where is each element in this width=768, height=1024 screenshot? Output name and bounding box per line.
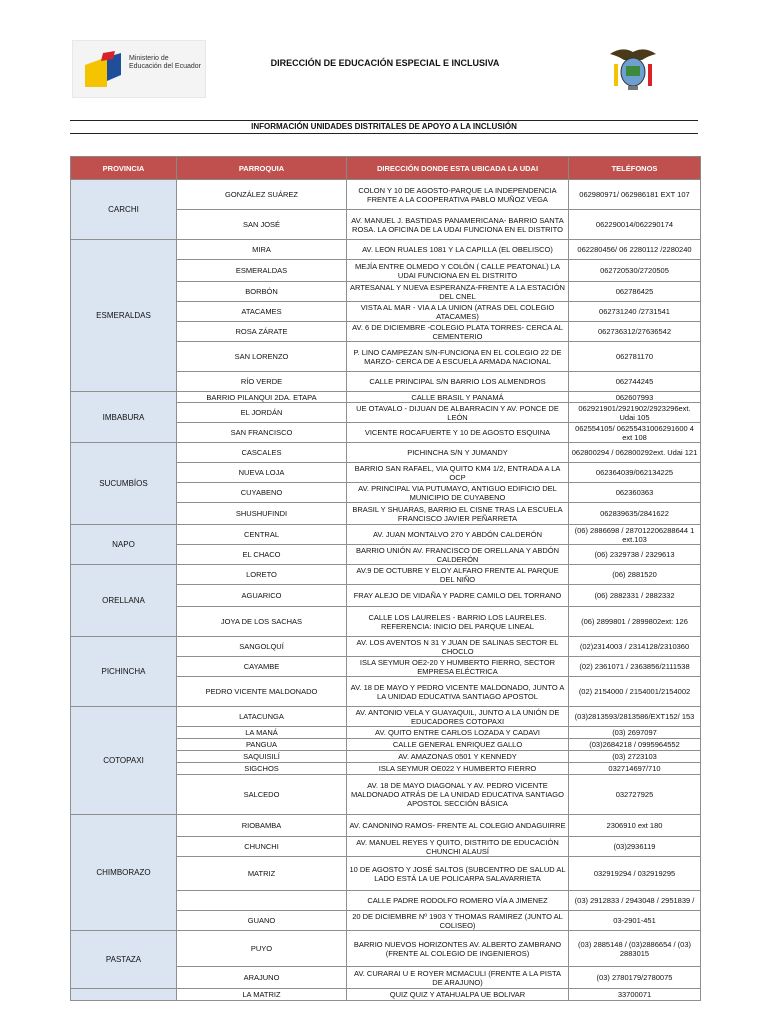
parroquia-cell: GONZÁLEZ SUÁREZ xyxy=(177,180,347,210)
telefono-cell: 03-2901-451 xyxy=(569,911,701,931)
province-cell xyxy=(71,989,177,1001)
ministry-logo xyxy=(72,40,206,98)
subtitle-bar xyxy=(70,120,698,134)
telefono-cell: 032714697/710 xyxy=(569,763,701,775)
telefono-cell: 032727925 xyxy=(569,775,701,815)
telefono-cell: 062800294 / 062800292ext. Udai 121 xyxy=(569,443,701,463)
direccion-cell: BRASIL Y SHUARAS, BARRIO EL CISNE TRAS LA ESCUELA FRANCISCO JAVIER PEÑARRETA xyxy=(347,503,569,525)
telefono-cell: (06) 2899801 / 2899802ext: 126 xyxy=(569,607,701,637)
province-cell: NAPO xyxy=(71,525,177,565)
parroquia-cell: ROSA ZÁRATE xyxy=(177,322,347,342)
direccion-cell: AV.9 DE OCTUBRE Y ELOY ALFARO FRENTE AL PARQUE DEL NIÑO xyxy=(347,565,569,585)
direccion-cell: AV. QUITO ENTRE CARLOS LOZADA Y CADAVI xyxy=(347,727,569,739)
coat-of-arms-icon xyxy=(608,46,658,92)
direccion-cell: UE OTAVALO - DIJUAN DE ALBARRACIN Y AV. PONCE DE LEÓN xyxy=(347,403,569,423)
direccion-cell: AV. PRINCIPAL VIA PUTUMAYO, ANTIGUO EDIFICIO DEL MUNICIPIO DE CUYABENO xyxy=(347,483,569,503)
telefono-cell: 33700071 xyxy=(569,989,701,1001)
direccion-cell: MEJÍA ENTRE OLMEDO Y COLÓN ( CALLE PEATONAL) LA UDAI FUNCIONA EN EL DISTRITO xyxy=(347,260,569,282)
province-cell: CHIMBORAZO xyxy=(71,815,177,931)
direccion-cell: AV. AMAZONAS 0501 Y KENNEDY xyxy=(347,751,569,763)
table-row xyxy=(71,989,701,1001)
direccion-cell: AV. CANONINO RAMOS- FRENTE AL COLEGIO ANDAGUIRRE xyxy=(347,815,569,837)
parroquia-cell: MIRA xyxy=(177,240,347,260)
direccion-cell: CALLE GENERAL ENRIQUEZ GALLO xyxy=(347,739,569,751)
column-header: TELÉFONOS xyxy=(569,157,701,180)
table-row xyxy=(71,565,701,585)
direccion-cell: PICHINCHA S/N Y JUMANDY xyxy=(347,443,569,463)
telefono-cell: 062290014/062290174 xyxy=(569,210,701,240)
parroquia-cell: ARAJUNO xyxy=(177,967,347,989)
telefono-cell: 062736312/27636542 xyxy=(569,322,701,342)
parroquia-cell: SAN FRANCISCO xyxy=(177,423,347,443)
direccion-cell: BARRIO UNIÓN AV. FRANCISCO DE ORELLANA Y ABDÓN CALDERÓN xyxy=(347,545,569,565)
province-cell: CARCHI xyxy=(71,180,177,240)
parroquia-cell: JOYA DE LOS SACHAS xyxy=(177,607,347,637)
telefono-cell: (03)2813593/2813586/EXT152/ 153 xyxy=(569,707,701,727)
telefono-cell: 062364039/062134225 xyxy=(569,463,701,483)
ministry-logo-icon xyxy=(85,51,125,87)
parroquia-cell: LA MANÁ xyxy=(177,727,347,739)
direccion-cell: FRAY ALEJO DE VIDAÑA Y PADRE CAMILO DEL TORRANO xyxy=(347,585,569,607)
telefono-cell: (02)2314003 / 2314128/2310360 xyxy=(569,637,701,657)
province-cell: IMBABURA xyxy=(71,392,177,443)
direccion-cell: CALLE PADRE RODOLFO ROMERO VÍA A JIMENEZ xyxy=(347,891,569,911)
direccion-cell: BARRIO SAN RAFAEL, VIA QUITO KM4 1/2, ENTRADA A LA OCP xyxy=(347,463,569,483)
table-row xyxy=(71,931,701,967)
telefono-cell: 062280456/ 06 2280112 /2280240 xyxy=(569,240,701,260)
telefono-cell: (02) 2361071 / 2363856/2111538 xyxy=(569,657,701,677)
direccion-cell: VISTA AL MAR - VIA A LA UNION (ATRAS DEL COLEGIO ATACAMES) xyxy=(347,302,569,322)
direccion-cell: ARTESANAL Y NUEVA ESPERANZA-FRENTE A LA ESTACIÓN DEL CNEL xyxy=(347,282,569,302)
parroquia-cell: AGUARICO xyxy=(177,585,347,607)
telefono-cell: (03) 2697097 xyxy=(569,727,701,739)
parroquia-cell: SALCEDO xyxy=(177,775,347,815)
document-subtitle: INFORMACIÓN UNIDADES DISTRITALES DE APOYO A LA INCLUSIÓN xyxy=(251,122,517,131)
telefono-cell: 062731240 /2731541 xyxy=(569,302,701,322)
telefono-cell: 062786425 xyxy=(569,282,701,302)
parroquia-cell: CUYABENO xyxy=(177,483,347,503)
parroquia-cell: NUEVA LOJA xyxy=(177,463,347,483)
table-body xyxy=(71,180,701,1001)
province-cell: ESMERALDAS xyxy=(71,240,177,392)
direccion-cell: BARRIO NUEVOS HORIZONTES AV. ALBERTO ZAMBRANO (FRENTE AL COLEGIO DE INGENIEROS) xyxy=(347,931,569,967)
telefono-cell: 062744245 xyxy=(569,372,701,392)
table-row xyxy=(71,240,701,260)
parroquia-cell: PANGUA xyxy=(177,739,347,751)
province-cell: PASTAZA xyxy=(71,931,177,989)
parroquia-cell: LATACUNGA xyxy=(177,707,347,727)
parroquia-cell: PUYO xyxy=(177,931,347,967)
parroquia-cell: SANGOLQUÍ xyxy=(177,637,347,657)
parroquia-cell: RÍO VERDE xyxy=(177,372,347,392)
parroquia-cell: PEDRO VICENTE MALDONADO xyxy=(177,677,347,707)
telefono-cell: (06) 2886698 / 287012206288644 1 ext.103 xyxy=(569,525,701,545)
parroquia-cell: CHUNCHI xyxy=(177,837,347,857)
direccion-cell: AV. JUAN MONTALVO 270 Y ABDÓN CALDERÓN xyxy=(347,525,569,545)
direccion-cell: 10 DE AGOSTO Y JOSÉ SALTOS (SUBCENTRO DE SALUD AL LADO ESTÁ LA UE POLICARPA SALAVARRIETA xyxy=(347,857,569,891)
telefono-cell: (02) 2154000 / 2154001/2154002 xyxy=(569,677,701,707)
direccion-cell: CALLE PRINCIPAL S/N BARRIO LOS ALMENDROS xyxy=(347,372,569,392)
direccion-cell: 20 DE DICIEMBRE Nº 1903 Y THOMAS RAMIREZ (JUNTO AL COLISEO) xyxy=(347,911,569,931)
table-header-row xyxy=(71,157,701,180)
parroquia-cell: CAYAMBE xyxy=(177,657,347,677)
parroquia-cell: CENTRAL xyxy=(177,525,347,545)
table-row xyxy=(71,180,701,210)
province-cell: SUCUMBÍOS xyxy=(71,443,177,525)
telefono-cell: 032919294 / 032919295 xyxy=(569,857,701,891)
telefono-cell: (03) 2780179/2780075 xyxy=(569,967,701,989)
telefono-cell: 062921901/2921902/2923296ext. Udai 105 xyxy=(569,403,701,423)
table-row xyxy=(71,637,701,657)
telefono-cell: (03) 2912833 / 2943048 / 2951839 / xyxy=(569,891,701,911)
telefono-cell: 062839635/2841622 xyxy=(569,503,701,525)
parroquia-cell: EL JORDÁN xyxy=(177,403,347,423)
page-header xyxy=(0,0,768,100)
province-cell: PICHINCHA xyxy=(71,637,177,707)
telefono-cell: 062980971/ 062986181 EXT 107 xyxy=(569,180,701,210)
parroquia-cell: SAN LORENZO xyxy=(177,342,347,372)
parroquia-cell: CASCALES xyxy=(177,443,347,463)
parroquia-cell: MATRIZ xyxy=(177,857,347,891)
direccion-cell: CALLE BRASIL Y PANAMÁ xyxy=(347,392,569,403)
direccion-cell: CALLE LOS LAURELES - BARRIO LOS LAURELES. REFERENCIA: INICIO DEL PARQUE LINEAL xyxy=(347,607,569,637)
direccion-cell: AV. LOS AVENTOS N 31 Y JUAN DE SALINAS SECTOR EL CHOCLO xyxy=(347,637,569,657)
parroquia-cell: LORETO xyxy=(177,565,347,585)
parroquia-cell: SAN JOSÉ xyxy=(177,210,347,240)
direccion-cell: AV. 18 DE MAYO Y PEDRO VICENTE MALDONADO, JUNTO A LA UNIDAD EDUCATIVA SANTIAGO APOSTOL xyxy=(347,677,569,707)
direccion-cell: VICENTE ROCAFUERTE Y 10 DE AGOSTO ESQUINA xyxy=(347,423,569,443)
telefono-cell: (06) 2329738 / 2329613 xyxy=(569,545,701,565)
direccion-cell: ISLA SEYMUR OE022 Y HUMBERTO FIERRO xyxy=(347,763,569,775)
udai-table xyxy=(70,156,701,1001)
parroquia-cell: ATACAMES xyxy=(177,302,347,322)
telefono-cell: 062554105/ 06255431006291600 4 ext 108 xyxy=(569,423,701,443)
direccion-cell: AV. MANUEL J. BASTIDAS PANAMERICANA- BARRIO SANTA ROSA. LA OFICINA DE LA UDAI FUNCIONA EN EL DISTRITO xyxy=(347,210,569,240)
parroquia-cell: ESMERALDAS xyxy=(177,260,347,282)
province-cell: ORELLANA xyxy=(71,565,177,637)
parroquia-cell: SIGCHOS xyxy=(177,763,347,775)
telefono-cell: 2306910 ext 180 xyxy=(569,815,701,837)
parroquia-cell: LA MATRIZ xyxy=(177,989,347,1001)
column-header: PROVINCIA xyxy=(71,157,177,180)
direccion-cell: AV. LEON RUALES 1081 Y LA CAPILLA (EL OBELISCO) xyxy=(347,240,569,260)
direccion-cell: AV. 18 DE MAYO DIAGONAL Y AV. PEDRO VICENTE MALDONADO ATRÁS DE LA UNIDAD EDUCATIVA SANTIAGO APOSTOL SECCIÓN BÁSICA xyxy=(347,775,569,815)
parroquia-cell: RIOBAMBA xyxy=(177,815,347,837)
direccion-cell: QUIZ QUIZ Y ATAHUALPA UE BOLIVAR xyxy=(347,989,569,1001)
telefono-cell: (06) 2881520 xyxy=(569,565,701,585)
table-row xyxy=(71,392,701,403)
table-row xyxy=(71,815,701,837)
telefono-cell: 062720530/2720505 xyxy=(569,260,701,282)
column-header: DIRECCIÓN DONDE ESTA UBICADA LA UDAI xyxy=(347,157,569,180)
direccion-cell: ISLA SEYMUR OE2-20 Y HUMBERTO FIERRO, SECTOR EMPRESA ELÉCTRICA xyxy=(347,657,569,677)
telefono-cell: (03) 2885148 / (03)2886654 / (03) 2883015 xyxy=(569,931,701,967)
table-row xyxy=(71,525,701,545)
telefono-cell: (03)2936119 xyxy=(569,837,701,857)
parroquia-cell: BARRIO PILANQUI 2DA. ETAPA xyxy=(177,392,347,403)
telefono-cell: 062607993 xyxy=(569,392,701,403)
direccion-cell: AV. ANTONIO VELA Y GUAYAQUIL, JUNTO A LA UNIÓN DE EDUCADORES COTOPAXI xyxy=(347,707,569,727)
document-title: DIRECCIÓN DE EDUCACIÓN ESPECIAL E INCLUSIVA xyxy=(270,58,500,68)
telefono-cell: (06) 2882331 / 2882332 xyxy=(569,585,701,607)
telefono-cell: 062781170 xyxy=(569,342,701,372)
column-header: PARROQUIA xyxy=(177,157,347,180)
parroquia-cell: GUANO xyxy=(177,911,347,931)
telefono-cell: (03)2684218 / 0995964552 xyxy=(569,739,701,751)
direccion-cell: COLON Y 10 DE AGOSTO-PARQUE LA INDEPENDENCIA FRENTE A LA COOPERATIVA PABLO MUÑOZ VEGA xyxy=(347,180,569,210)
direccion-cell: P. LINO CAMPEZAN S/N-FUNCIONA EN EL COLEGIO 22 DE MARZO- CERCA DE A ESCUELA ARMADA NACIONAL xyxy=(347,342,569,372)
direccion-cell: AV. MANUEL REYES Y QUITO, DISTRITO DE EDUCACIÓN CHUNCHI ALAUSÍ xyxy=(347,837,569,857)
parroquia-cell: EL CHACO xyxy=(177,545,347,565)
table-row xyxy=(71,707,701,727)
parroquia-cell: BORBÓN xyxy=(177,282,347,302)
direccion-cell: AV. CURARAI U E ROYER MCMACULI (FRENTE A LA PISTA DE ARAJUNO) xyxy=(347,967,569,989)
parroquia-cell xyxy=(177,891,347,911)
table-row xyxy=(71,443,701,463)
parroquia-cell: SHUSHUFINDI xyxy=(177,503,347,525)
telefono-cell: (03) 2723103 xyxy=(569,751,701,763)
ministry-logo-text: Ministerio de Educación del Ecuador xyxy=(129,55,201,70)
telefono-cell: 062360363 xyxy=(569,483,701,503)
province-cell: COTOPAXI xyxy=(71,707,177,815)
direccion-cell: AV. 6 DE DICIEMBRE -COLEGIO PLATA TORRES- CERCA AL CEMENTERIO xyxy=(347,322,569,342)
parroquia-cell: SAQUISILÍ xyxy=(177,751,347,763)
